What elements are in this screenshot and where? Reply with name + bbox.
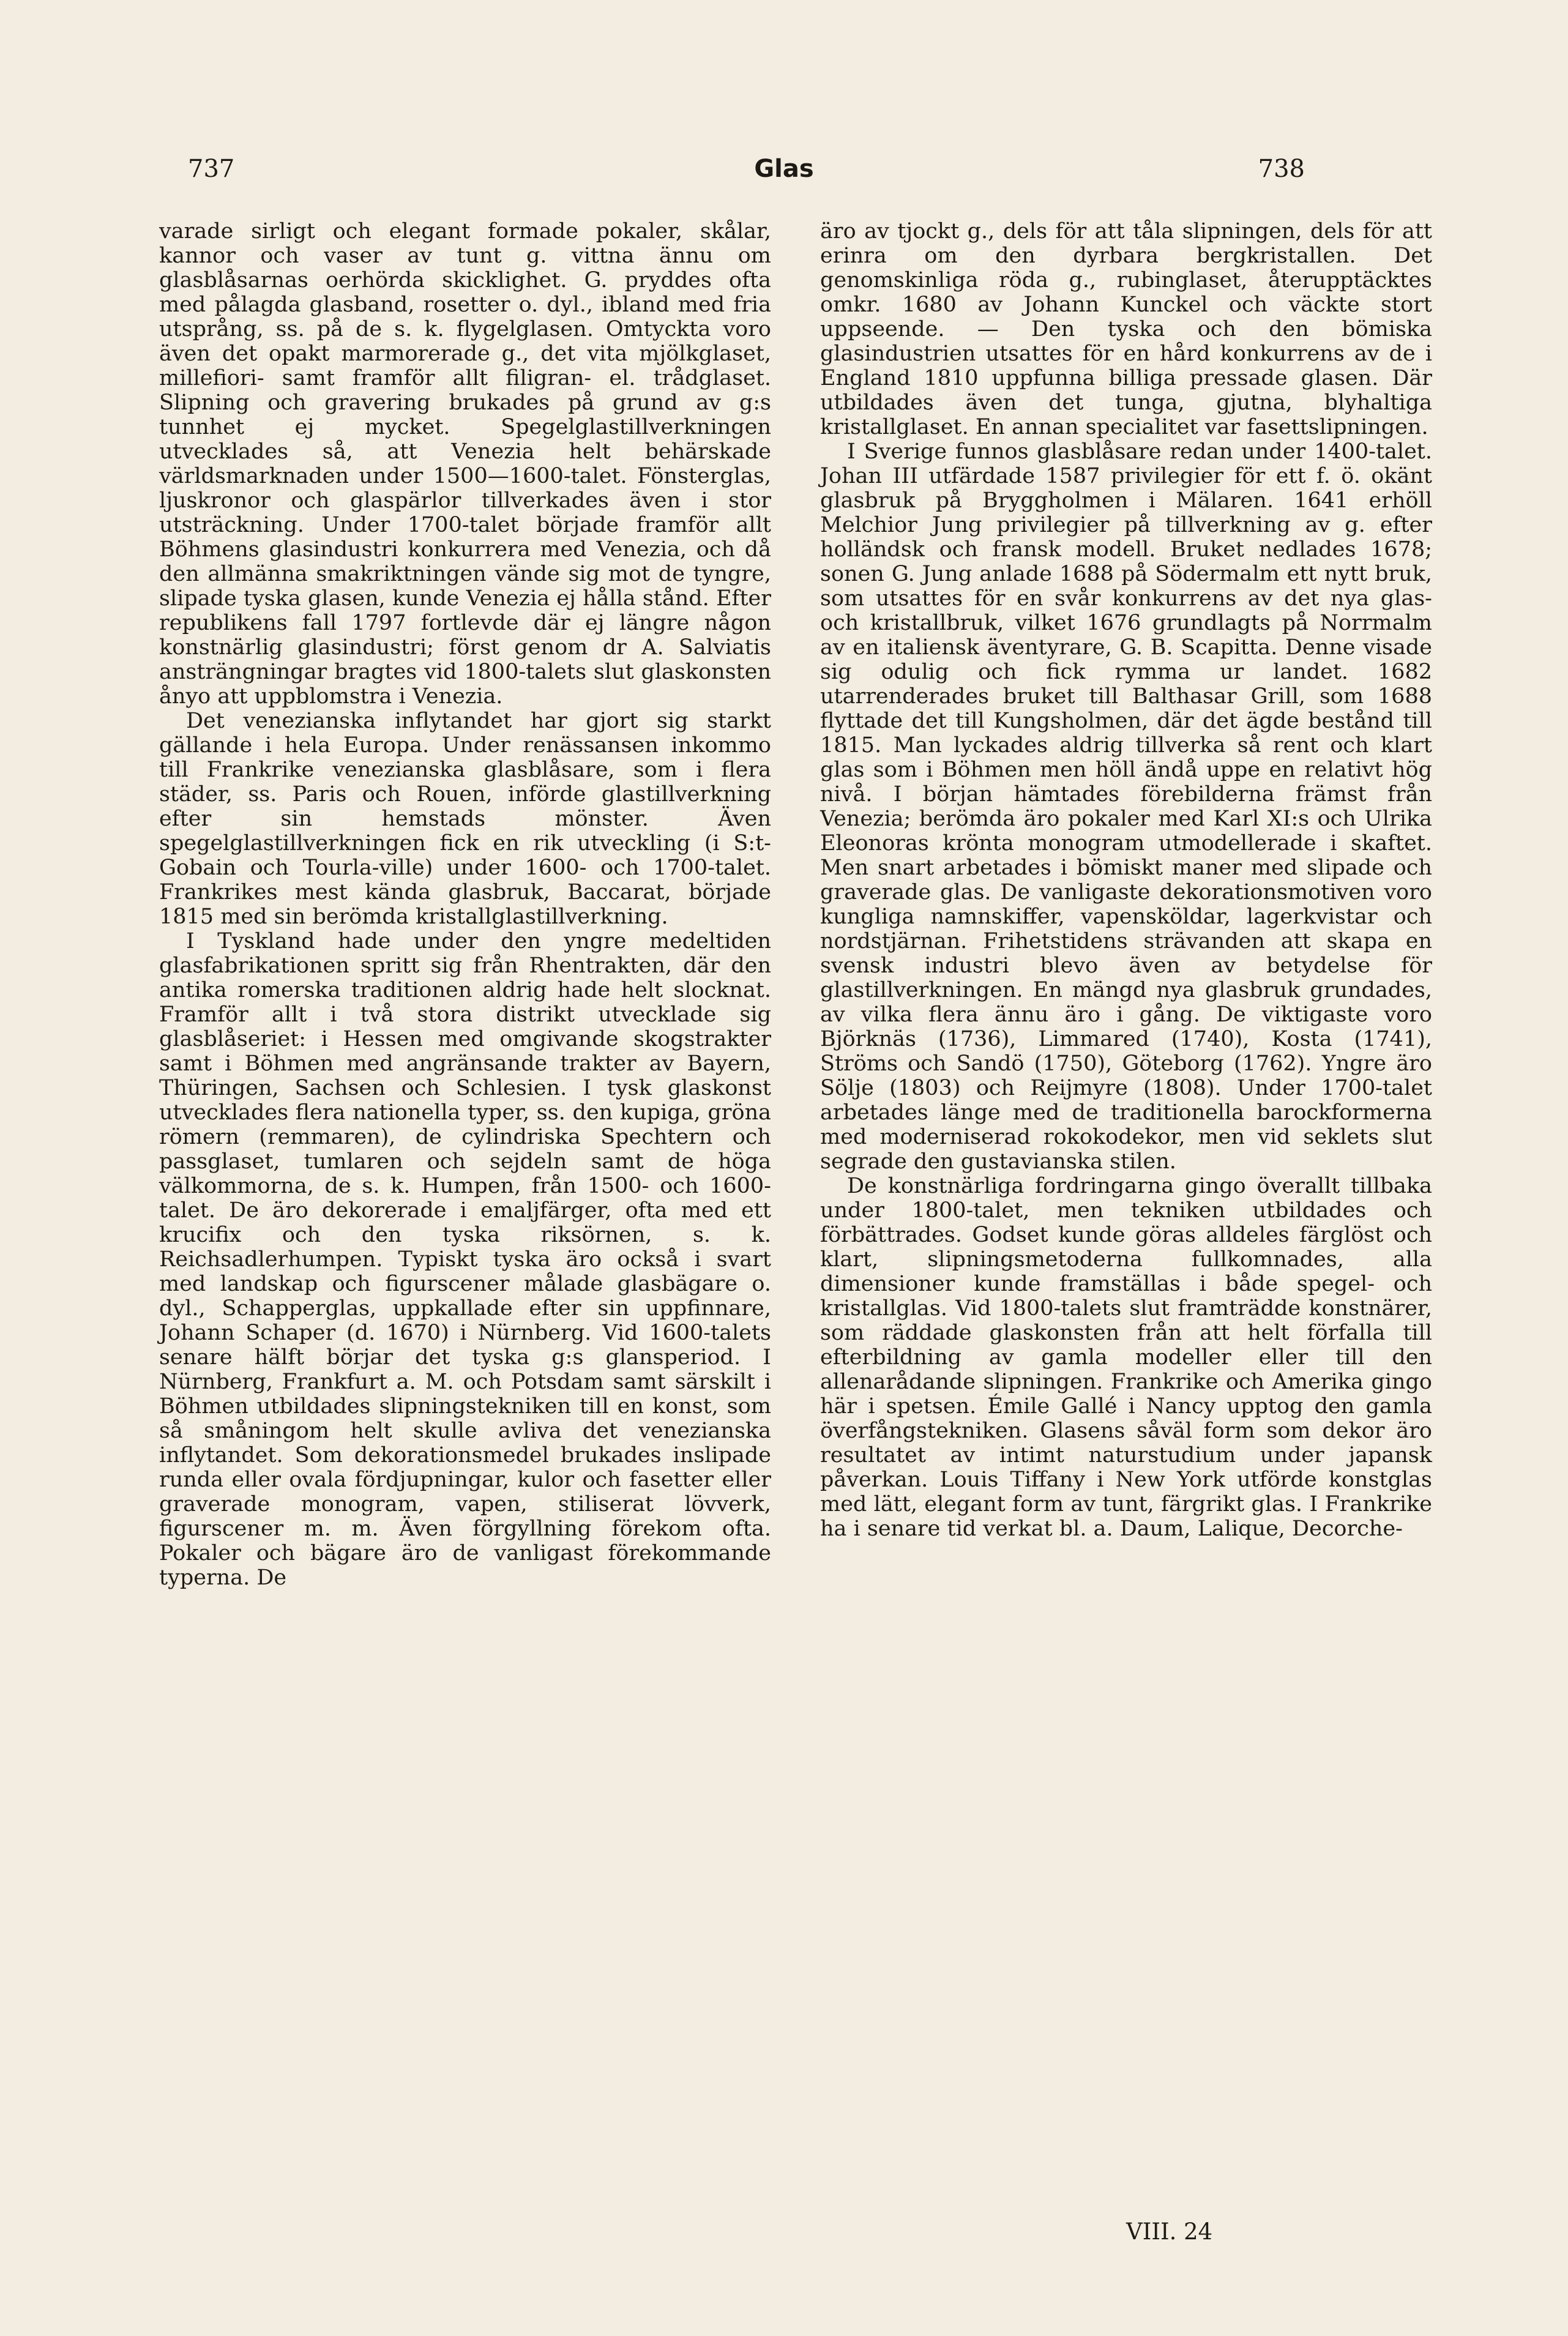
paragraph: I Tyskland hade under den yngre medeltiden glasfabrikationen spritt sig från Rhentrakten, där den antika romerska traditionen aldrig hade helt slocknat. Framför allt i två stora distrikt utvecklade sig glasblåseriet: i Hessen med omgivande skogstrakter samt i Böhmen med angränsande trakter av Bayern, Thüringen, Sachsen och Schlesien. I tysk glaskonst utvecklades flera nationella typer, ss. den kupiga, gröna römern (remmaren), de cylindriska Spechtern och passglaset, tumlaren och sejdeln samt de höga välkommorna, de s. k. Humpen, från 1500- och 1600-talet. De äro dekorerade i emaljfärger, ofta med ett krucifix och den tyska riksörnen, s. k. Reichsadlerhumpen. Typiskt tyska äro också i svart med landskap och figurscener målade glasbägare o. dyl., Schapperglas, uppkallade efter sin uppfinnare, Johann Schaper (d. 1670) i Nürnberg. Vid 1600-talets senare hälft börjar det tyska g:s glansperiod. I Nürnberg, Frankfurt a. M. och Potsdam samt särskilt i Böhmen utbildades slipningstekniken till en konst, som så småningom helt skulle avliva det venezianska inflytandet. Som dekorationsmedel brukades inslipade runda eller ovala fördjupningar, kulor och fasetter eller graverade monogram, vapen, stiliserat lövverk, figurscener m. m. Även förgyllning förekom ofta. Pokaler och bägare äro de vanligast förekommande typerna. De xyxy=(159,929,771,1590)
left-column xyxy=(159,219,771,1590)
signature-mark: VIII. 24 xyxy=(1126,2218,1213,2245)
running-title: Glas xyxy=(754,155,814,183)
page-number-right: 738 xyxy=(1258,155,1305,183)
paragraph: Det venezianska inflytandet har gjort sig starkt gällande i hela Europa. Under renässansen inkommo till Frankrike venezianska glasblåsare, som i flera städer, ss. Paris och Rouen, införde glastillverkning efter sin hemstads mönster. Även spegelglastillverkningen fick en rik utveckling (i S:t-Gobain och Tourla-ville) under 1600- och 1700-talet. Frankrikes mest kända glasbruk, Baccarat, började 1815 med sin berömda kristallglastillverkning. xyxy=(159,709,771,929)
paragraph: äro av tjockt g., dels för att tåla slipningen, dels för att erinra om den dyrbara bergkristallen. Det genomskinliga röda g., rubinglaset, återupptäcktes omkr. 1680 av Johann Kunckel och väckte stort uppseende. — Den tyska och den bömiska glasindustrien utsattes för en hård konkurrens av de i England 1810 uppfunna billiga pressade glasen. Där utbildades även det tunga, gjutna, blyhaltiga kristallglaset. En annan specialitet var fasettslipningen. xyxy=(820,219,1432,439)
page-number-left: 737 xyxy=(188,155,235,183)
right-column xyxy=(820,219,1432,1541)
paragraph: varade sirligt och elegant formade pokaler, skålar, kannor och vaser av tunt g. vittna ännu om glasblåsarnas oerhörda skicklighet. G. pryddes ofta med pålagda glasband, rosetter o. dyl., ibland med fria utsprång, ss. på de s. k. flygelglasen. Omtyckta voro även det opakt marmorerade g., det vita mjölkglaset, millefiori- samt framför allt filigran- el. trådglaset. Slipning och gravering brukades på grund av g:s tunnhet ej mycket. Spegelglastillverkningen utvecklades så, att Venezia helt behärskade världsmarknaden under 1500—1600-talet. Fönsterglas, ljuskronor och glaspärlor tillverkades även i stor utsträckning. Under 1700-talet började framför allt Böhmens glasindustri konkurrera med Venezia, och då den allmänna smakriktningen vände sig mot de tyngre, slipade tyska glasen, kunde Venezia ej hålla stånd. Efter republikens fall 1797 fortlevde där ej längre någon konstnärlig glasindustri; först genom dr A. Salviatis ansträngningar bragtes vid 1800-talets slut glaskonsten ånyo att uppblomstra i Venezia. xyxy=(159,219,771,709)
paragraph: I Sverige funnos glasblåsare redan under 1400-talet. Johan III utfärdade 1587 privilegier för ett f. ö. okänt glasbruk på Bryggholmen i Mälaren. 1641 erhöll Melchior Jung privilegier på tillverkning av g. efter holländsk och fransk modell. Bruket nedlades 1678; sonen G. Jung anlade 1688 på Södermalm ett nytt bruk, som utsattes för en svår konkurrens av det nya glas- och kristallbruk, vilket 1676 grundlagts på Norrmalm av en italiensk äventyrare, G. B. Scapitta. Denne visade sig odulig och fick rymma ur landet. 1682 utarrenderades bruket till Balthasar Grill, som 1688 flyttade det till Kungsholmen, där det ägde bestånd till 1815. Man lyckades aldrig tillverka så rent och klart glas som i Böhmen men höll ändå uppe en relativt hög nivå. I början hämtades förebilderna främst från Venezia; berömda äro pokaler med Karl XI:s och Ulrika Eleonoras krönta monogram utmodellerade i skaftet. Men snart arbetades i bömiskt maner med slipade och graverade glas. De vanligaste dekorationsmotiven voro kungliga namnskiffer, vapensköldar, lagerkvistar och nordstjärnan. Frihetstidens strävanden att skapa en svensk industri blevo även av betydelse för glastillverkningen. En mängd nya glasbruk grundades, av vilka flera ännu äro i gång. De viktigaste voro Björknäs (1736), Limmared (1740), Kosta (1741), Ströms och Sandö (1750), Göteborg (1762). Yngre äro Sölje (1803) och Reijmyre (1808). Under 1700-talet arbetades länge med de traditionella barockformerna med moderniserad rokokodekor, men vid seklets slut segrade den gustavianska stilen. xyxy=(820,439,1432,1174)
paragraph: De konstnärliga fordringarna gingo överallt tillbaka under 1800-talet, men tekniken utbildades och förbättrades. Godset kunde göras alldeles färglöst och klart, slipningsmetoderna fullkomnades, alla dimensioner kunde framställas i både spegel- och kristallglas. Vid 1800-talets slut framträdde konstnärer, som räddade glaskonsten från att helt förfalla till efterbildning av gamla modeller eller till den allenarådande slipningen. Frankrike och Amerika gingo här i spetsen. Émile Gallé i Nancy upptog den gamla överfångstekniken. Glasens såväl form som dekor äro resultatet av intimt naturstudium under japansk påverkan. Louis Tiffany i New York utförde konstglas med lätt, elegant form av tunt, färgrikt glas. I Frankrike ha i senare tid verkat bl. a. Daum, Lalique, Decorche- xyxy=(820,1174,1432,1541)
